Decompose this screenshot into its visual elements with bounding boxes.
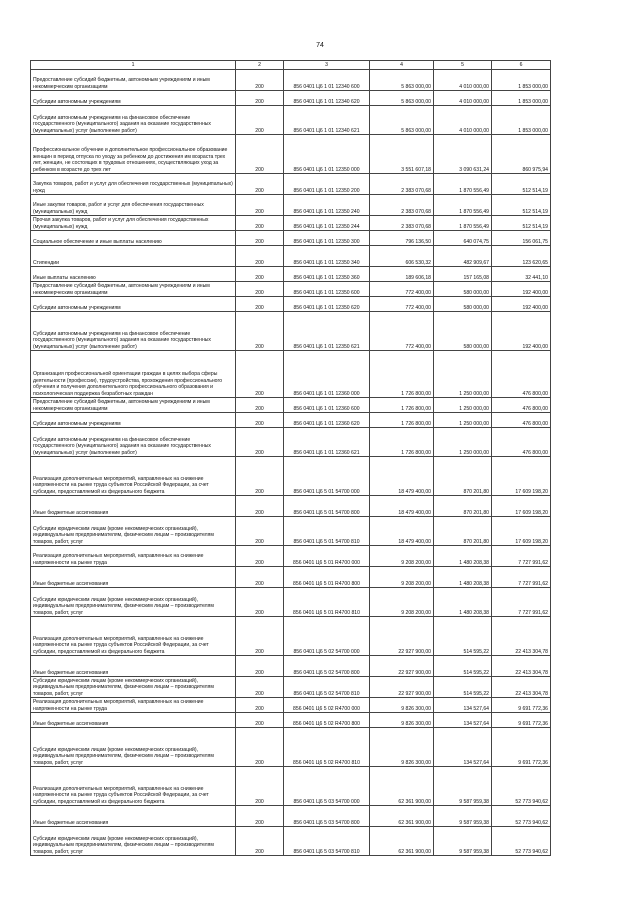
row-unexecuted-cell: 476 800,00 xyxy=(492,413,551,428)
row-approved-cell: 9 208 200,00 xyxy=(370,567,434,588)
row-unexecuted-cell: 860 975,94 xyxy=(492,135,551,174)
table-row xyxy=(31,567,551,588)
row-name-cell: Реализация дополнительных мероприятий, направленных на снижение напряженности на рынке труда xyxy=(31,546,236,567)
row-unexecuted-cell: 9 691 772,36 xyxy=(492,698,551,713)
row-approved-cell: 2 383 070,68 xyxy=(370,216,434,231)
row-kbk-cell: 856 0401 Ц6 1 01 12350 340 xyxy=(284,246,370,267)
table-row xyxy=(31,728,551,767)
row-unexecuted-cell: 52 773 940,62 xyxy=(492,806,551,827)
row-code-cell: 200 xyxy=(236,231,284,246)
row-code-cell: 200 xyxy=(236,496,284,517)
row-code-cell: 200 xyxy=(236,806,284,827)
row-executed-cell: 580 000,00 xyxy=(434,312,492,351)
row-kbk-cell: 856 0401 Ц6 5 01 54700 800 xyxy=(284,496,370,517)
row-code-cell: 200 xyxy=(236,517,284,546)
row-kbk-cell: 856 0401 Ц6 1 01 12350 200 xyxy=(284,174,370,195)
row-name-cell: Реализация дополнительных мероприятий, направленных на снижение напряженности на рынке труда субъектов Российской Федерации, за счет субсидии, предоставляемой из федерального бюджета xyxy=(31,767,236,806)
row-name-cell: Социальное обеспечение и иные выплаты населению xyxy=(31,231,236,246)
table-row xyxy=(31,312,551,351)
row-unexecuted-cell: 192 400,00 xyxy=(492,312,551,351)
row-approved-cell: 5 863 000,00 xyxy=(370,91,434,106)
row-approved-cell: 5 863 000,00 xyxy=(370,106,434,135)
row-name-cell: Закупка товаров, работ и услуг для обеспечения государственных (муниципальных) нужд xyxy=(31,174,236,195)
column-header: 5 xyxy=(434,61,492,70)
row-kbk-cell: 856 0401 Ц6 5 01 R4700 800 xyxy=(284,567,370,588)
column-header: 3 xyxy=(284,61,370,70)
row-unexecuted-cell: 192 400,00 xyxy=(492,282,551,297)
row-unexecuted-cell: 192 400,00 xyxy=(492,297,551,312)
row-name-cell: Реализация дополнительных мероприятий, направленных на снижение напряженности на рынке труда субъектов Российской Федерации, за счет субсидии, предоставляемой из федерального бюджета xyxy=(31,617,236,656)
row-approved-cell: 62 361 900,00 xyxy=(370,806,434,827)
row-code-cell: 200 xyxy=(236,567,284,588)
row-approved-cell: 18 479 400,00 xyxy=(370,517,434,546)
row-executed-cell: 870 201,80 xyxy=(434,517,492,546)
row-name-cell: Профессиональное обучение и дополнительное профессиональное образование женщин в период отпуска по уходу за ребенком до достижения им возраста трех лет, женщин, не состоящих в трудовых отношениях, осуществляющих уход за ребенком в возрасте до трех лет xyxy=(31,135,236,174)
row-code-cell: 200 xyxy=(236,135,284,174)
row-executed-cell: 1 250 000,00 xyxy=(434,413,492,428)
table-row xyxy=(31,106,551,135)
row-executed-cell: 514 595,22 xyxy=(434,677,492,698)
row-unexecuted-cell: 52 773 940,62 xyxy=(492,827,551,856)
row-name-cell: Субсидии автономным учреждениям на финансовое обеспечение государственного (муниципального) задания на оказание государственных (муниципальных) услуг (выполнение работ) xyxy=(31,428,236,457)
row-kbk-cell: 856 0401 Ц6 1 01 12360 621 xyxy=(284,428,370,457)
row-approved-cell: 5 863 000,00 xyxy=(370,70,434,91)
row-approved-cell: 772 400,00 xyxy=(370,312,434,351)
row-code-cell: 200 xyxy=(236,546,284,567)
table-row xyxy=(31,351,551,398)
table-row xyxy=(31,806,551,827)
row-kbk-cell: 856 0401 Ц6 5 02 54700 800 xyxy=(284,656,370,677)
row-approved-cell: 3 551 607,18 xyxy=(370,135,434,174)
page-number: 74 xyxy=(316,42,324,49)
table-row xyxy=(31,617,551,656)
row-name-cell: Иные бюджетные ассигнования xyxy=(31,806,236,827)
row-executed-cell: 1 250 000,00 xyxy=(434,428,492,457)
row-kbk-cell: 856 0401 Ц6 5 02 54700 000 xyxy=(284,617,370,656)
row-approved-cell: 18 479 400,00 xyxy=(370,496,434,517)
table-row xyxy=(31,713,551,728)
row-code-cell: 200 xyxy=(236,656,284,677)
row-code-cell: 200 xyxy=(236,267,284,282)
row-name-cell: Субсидии юридическим лицам (кроме некоммерческих организаций), индивидуальным предпринимателям, физическим лицам – производителям товаров, работ, услуг xyxy=(31,588,236,617)
row-code-cell: 200 xyxy=(236,617,284,656)
row-code-cell: 200 xyxy=(236,297,284,312)
row-unexecuted-cell: 1 853 000,00 xyxy=(492,91,551,106)
row-executed-cell: 870 201,80 xyxy=(434,496,492,517)
row-executed-cell: 134 527,64 xyxy=(434,713,492,728)
row-unexecuted-cell: 476 800,00 xyxy=(492,428,551,457)
row-approved-cell: 9 208 200,00 xyxy=(370,546,434,567)
table-row xyxy=(31,517,551,546)
budget-execution-table xyxy=(30,60,551,856)
row-executed-cell: 1 250 000,00 xyxy=(434,351,492,398)
table-row xyxy=(31,174,551,195)
row-kbk-cell: 856 0401 Ц6 5 03 54700 800 xyxy=(284,806,370,827)
row-code-cell: 200 xyxy=(236,713,284,728)
row-kbk-cell: 856 0401 Ц6 5 02 54700 810 xyxy=(284,677,370,698)
row-approved-cell: 62 361 900,00 xyxy=(370,767,434,806)
row-approved-cell: 1 726 800,00 xyxy=(370,351,434,398)
row-name-cell: Иные выплаты населению xyxy=(31,267,236,282)
row-executed-cell: 134 527,64 xyxy=(434,728,492,767)
column-number-row xyxy=(31,61,551,70)
row-approved-cell: 9 826 300,00 xyxy=(370,713,434,728)
row-name-cell: Предоставление субсидий бюджетным, автономным учреждениям и иным некоммерческим организациям xyxy=(31,70,236,91)
row-code-cell: 200 xyxy=(236,282,284,297)
row-name-cell: Иные бюджетные ассигнования xyxy=(31,713,236,728)
row-kbk-cell: 856 0401 Ц6 1 01 12350 000 xyxy=(284,135,370,174)
row-executed-cell: 1 870 556,49 xyxy=(434,174,492,195)
row-unexecuted-cell: 22 413 304,78 xyxy=(492,617,551,656)
row-name-cell: Иные бюджетные ассигнования xyxy=(31,496,236,517)
table-row xyxy=(31,267,551,282)
row-name-cell: Субсидии автономным учреждениям на финансовое обеспечение государственного (муниципального) задания на оказание государственных (муниципальных) услуг (выполнение работ) xyxy=(31,106,236,135)
row-executed-cell: 1 870 556,49 xyxy=(434,195,492,216)
table-row xyxy=(31,496,551,517)
row-code-cell: 200 xyxy=(236,588,284,617)
row-name-cell: Стипендии xyxy=(31,246,236,267)
row-unexecuted-cell: 7 727 991,62 xyxy=(492,588,551,617)
row-name-cell: Предоставление субсидий бюджетным, автономным учреждениям и иным некоммерческим организациям xyxy=(31,398,236,413)
row-name-cell: Субсидии юридическим лицам (кроме некоммерческих организаций), индивидуальным предпринимателям, физическим лицам – производителям товаров, работ, услуг xyxy=(31,827,236,856)
row-kbk-cell: 856 0401 Ц6 5 03 54700 810 xyxy=(284,827,370,856)
row-name-cell: Реализация дополнительных мероприятий, направленных на снижение напряженности на рынке труда xyxy=(31,698,236,713)
row-executed-cell: 4 010 000,00 xyxy=(434,106,492,135)
table-row xyxy=(31,297,551,312)
row-executed-cell: 514 595,22 xyxy=(434,617,492,656)
row-approved-cell: 1 726 800,00 xyxy=(370,398,434,413)
row-approved-cell: 9 826 300,00 xyxy=(370,698,434,713)
row-executed-cell: 580 000,00 xyxy=(434,282,492,297)
row-approved-cell: 62 361 900,00 xyxy=(370,827,434,856)
row-executed-cell: 4 010 000,00 xyxy=(434,70,492,91)
row-name-cell: Организация профессиональной ориентации граждан в целях выбора сферы деятельности (профессии), трудоустройства, прохождения профессионального обучения и получения дополнительного профессионального образования и психологическая поддержка безработных граждан xyxy=(31,351,236,398)
row-code-cell: 200 xyxy=(236,91,284,106)
row-unexecuted-cell: 22 413 304,78 xyxy=(492,656,551,677)
table-row xyxy=(31,398,551,413)
row-unexecuted-cell: 1 853 000,00 xyxy=(492,106,551,135)
row-unexecuted-cell: 17 609 198,20 xyxy=(492,457,551,496)
row-kbk-cell: 856 0401 Ц6 5 01 R4700 810 xyxy=(284,588,370,617)
row-approved-cell: 9 208 200,00 xyxy=(370,588,434,617)
row-executed-cell: 4 010 000,00 xyxy=(434,91,492,106)
row-unexecuted-cell: 17 609 198,20 xyxy=(492,517,551,546)
row-kbk-cell: 856 0401 Ц6 5 02 R4700 800 xyxy=(284,713,370,728)
table-row xyxy=(31,698,551,713)
row-kbk-cell: 856 0401 Ц6 1 01 12350 620 xyxy=(284,297,370,312)
row-approved-cell: 796 136,50 xyxy=(370,231,434,246)
row-approved-cell: 2 383 070,68 xyxy=(370,195,434,216)
row-unexecuted-cell: 1 853 000,00 xyxy=(492,70,551,91)
row-executed-cell: 482 909,67 xyxy=(434,246,492,267)
row-unexecuted-cell: 22 413 304,78 xyxy=(492,677,551,698)
row-name-cell: Субсидии автономным учреждениям на финансовое обеспечение государственного (муниципального) задания на оказание государственных (муниципальных) услуг (выполнение работ) xyxy=(31,312,236,351)
row-unexecuted-cell: 476 800,00 xyxy=(492,398,551,413)
row-code-cell: 200 xyxy=(236,106,284,135)
table-row xyxy=(31,195,551,216)
row-unexecuted-cell: 512 514,19 xyxy=(492,216,551,231)
row-kbk-cell: 856 0401 Ц6 1 01 12360 620 xyxy=(284,413,370,428)
row-name-cell: Субсидии автономным учреждениям xyxy=(31,413,236,428)
row-executed-cell: 1 480 208,38 xyxy=(434,567,492,588)
row-name-cell: Субсидии юридическим лицам (кроме некоммерческих организаций), индивидуальным предпринимателям, физическим лицам – производителям товаров, работ, услуг xyxy=(31,728,236,767)
row-unexecuted-cell: 512 514,19 xyxy=(492,174,551,195)
table-row xyxy=(31,457,551,496)
row-kbk-cell: 856 0401 Ц6 1 01 12350 621 xyxy=(284,312,370,351)
table-row xyxy=(31,588,551,617)
column-header: 1 xyxy=(31,61,236,70)
table-row xyxy=(31,677,551,698)
row-approved-cell: 22 927 900,00 xyxy=(370,656,434,677)
column-header: 6 xyxy=(492,61,551,70)
table-row xyxy=(31,767,551,806)
table-row xyxy=(31,827,551,856)
row-unexecuted-cell: 123 620,65 xyxy=(492,246,551,267)
row-executed-cell: 870 201,80 xyxy=(434,457,492,496)
row-approved-cell: 189 606,18 xyxy=(370,267,434,282)
row-executed-cell: 9 587 959,38 xyxy=(434,767,492,806)
row-approved-cell: 18 479 400,00 xyxy=(370,457,434,496)
table-row xyxy=(31,246,551,267)
row-executed-cell: 134 527,64 xyxy=(434,698,492,713)
row-executed-cell: 3 090 631,24 xyxy=(434,135,492,174)
row-code-cell: 200 xyxy=(236,827,284,856)
row-code-cell: 200 xyxy=(236,195,284,216)
row-executed-cell: 1 250 000,00 xyxy=(434,398,492,413)
row-approved-cell: 772 400,00 xyxy=(370,297,434,312)
table-row xyxy=(31,91,551,106)
row-code-cell: 200 xyxy=(236,698,284,713)
row-approved-cell: 22 927 900,00 xyxy=(370,677,434,698)
row-kbk-cell: 856 0401 Ц6 1 01 12350 240 xyxy=(284,195,370,216)
row-name-cell: Прочая закупка товаров, работ и услуг для обеспечения государственных (муниципальных) нужд xyxy=(31,216,236,231)
row-kbk-cell: 856 0401 Ц6 5 03 54700 000 xyxy=(284,767,370,806)
row-unexecuted-cell: 512 514,19 xyxy=(492,195,551,216)
row-code-cell: 200 xyxy=(236,677,284,698)
table-row xyxy=(31,135,551,174)
row-code-cell: 200 xyxy=(236,70,284,91)
row-kbk-cell: 856 0401 Ц6 1 01 12350 600 xyxy=(284,282,370,297)
table-row xyxy=(31,656,551,677)
row-kbk-cell: 856 0401 Ц6 5 01 R4700 000 xyxy=(284,546,370,567)
row-unexecuted-cell: 32 441,10 xyxy=(492,267,551,282)
row-name-cell: Субсидии юридическим лицам (кроме некоммерческих организаций), индивидуальным предпринимателям, физическим лицам – производителям товаров, работ, услуг xyxy=(31,677,236,698)
row-approved-cell: 606 530,32 xyxy=(370,246,434,267)
column-header: 2 xyxy=(236,61,284,70)
row-executed-cell: 1 870 556,49 xyxy=(434,216,492,231)
row-executed-cell: 1 480 208,38 xyxy=(434,588,492,617)
row-unexecuted-cell: 17 609 198,20 xyxy=(492,496,551,517)
table-row xyxy=(31,70,551,91)
row-approved-cell: 2 383 070,68 xyxy=(370,174,434,195)
row-unexecuted-cell: 476 800,00 xyxy=(492,351,551,398)
row-code-cell: 200 xyxy=(236,174,284,195)
row-name-cell: Иные бюджетные ассигнования xyxy=(31,567,236,588)
row-unexecuted-cell: 7 727 991,62 xyxy=(492,546,551,567)
row-kbk-cell: 856 0401 Ц6 5 01 54700 810 xyxy=(284,517,370,546)
row-executed-cell: 9 587 959,38 xyxy=(434,827,492,856)
row-unexecuted-cell: 9 691 772,36 xyxy=(492,728,551,767)
row-approved-cell: 1 726 800,00 xyxy=(370,413,434,428)
row-kbk-cell: 856 0401 Ц6 1 01 12350 244 xyxy=(284,216,370,231)
row-code-cell: 200 xyxy=(236,216,284,231)
row-approved-cell: 9 826 300,00 xyxy=(370,728,434,767)
row-name-cell: Иные закупки товаров, работ и услуг для обеспечения государственных (муниципальных) нужд xyxy=(31,195,236,216)
row-approved-cell: 22 927 900,00 xyxy=(370,617,434,656)
column-header: 4 xyxy=(370,61,434,70)
row-approved-cell: 1 726 800,00 xyxy=(370,428,434,457)
row-code-cell: 200 xyxy=(236,246,284,267)
row-code-cell: 200 xyxy=(236,767,284,806)
row-code-cell: 200 xyxy=(236,413,284,428)
row-unexecuted-cell: 156 061,75 xyxy=(492,231,551,246)
row-executed-cell: 157 165,08 xyxy=(434,267,492,282)
table-row xyxy=(31,216,551,231)
row-kbk-cell: 856 0401 Ц6 1 01 12340 600 xyxy=(284,70,370,91)
row-name-cell: Предоставление субсидий бюджетным, автономным учреждениям и иным некоммерческим организациям xyxy=(31,282,236,297)
row-unexecuted-cell: 9 691 772,36 xyxy=(492,713,551,728)
row-code-cell: 200 xyxy=(236,728,284,767)
row-executed-cell: 9 587 959,38 xyxy=(434,806,492,827)
row-code-cell: 200 xyxy=(236,457,284,496)
table-row xyxy=(31,282,551,297)
row-executed-cell: 514 595,22 xyxy=(434,656,492,677)
row-code-cell: 200 xyxy=(236,428,284,457)
row-kbk-cell: 856 0401 Ц6 1 01 12350 360 xyxy=(284,267,370,282)
table-row xyxy=(31,413,551,428)
row-kbk-cell: 856 0401 Ц6 1 01 12340 621 xyxy=(284,106,370,135)
row-name-cell: Реализация дополнительных мероприятий, направленных на снижение напряженности на рынке труда субъектов Российской Федерации, за счет субсидии, предоставляемой из федерального бюджета xyxy=(31,457,236,496)
row-approved-cell: 772 400,00 xyxy=(370,282,434,297)
row-code-cell: 200 xyxy=(236,351,284,398)
table-row xyxy=(31,231,551,246)
row-kbk-cell: 856 0401 Ц6 5 01 54700 000 xyxy=(284,457,370,496)
row-executed-cell: 1 480 208,38 xyxy=(434,546,492,567)
row-kbk-cell: 856 0401 Ц6 1 01 12350 300 xyxy=(284,231,370,246)
table-row xyxy=(31,428,551,457)
row-code-cell: 200 xyxy=(236,398,284,413)
row-kbk-cell: 856 0401 Ц6 5 02 R4700 810 xyxy=(284,728,370,767)
row-unexecuted-cell: 52 773 940,62 xyxy=(492,767,551,806)
row-kbk-cell: 856 0401 Ц6 1 01 12340 620 xyxy=(284,91,370,106)
row-name-cell: Субсидии автономным учреждениям xyxy=(31,297,236,312)
table-body xyxy=(31,70,551,856)
row-kbk-cell: 856 0401 Ц6 1 01 12360 000 xyxy=(284,351,370,398)
row-executed-cell: 580 000,00 xyxy=(434,297,492,312)
row-name-cell: Субсидии автономным учреждениям xyxy=(31,91,236,106)
row-unexecuted-cell: 7 727 991,62 xyxy=(492,567,551,588)
row-kbk-cell: 856 0401 Ц6 1 01 12360 600 xyxy=(284,398,370,413)
row-name-cell: Иные бюджетные ассигнования xyxy=(31,656,236,677)
row-code-cell: 200 xyxy=(236,312,284,351)
row-name-cell: Субсидии юридическим лицам (кроме некоммерческих организаций), индивидуальным предпринимателям, физическим лицам – производителям товаров, работ, услуг xyxy=(31,517,236,546)
row-executed-cell: 640 074,75 xyxy=(434,231,492,246)
table-row xyxy=(31,546,551,567)
row-kbk-cell: 856 0401 Ц6 5 02 R4700 000 xyxy=(284,698,370,713)
